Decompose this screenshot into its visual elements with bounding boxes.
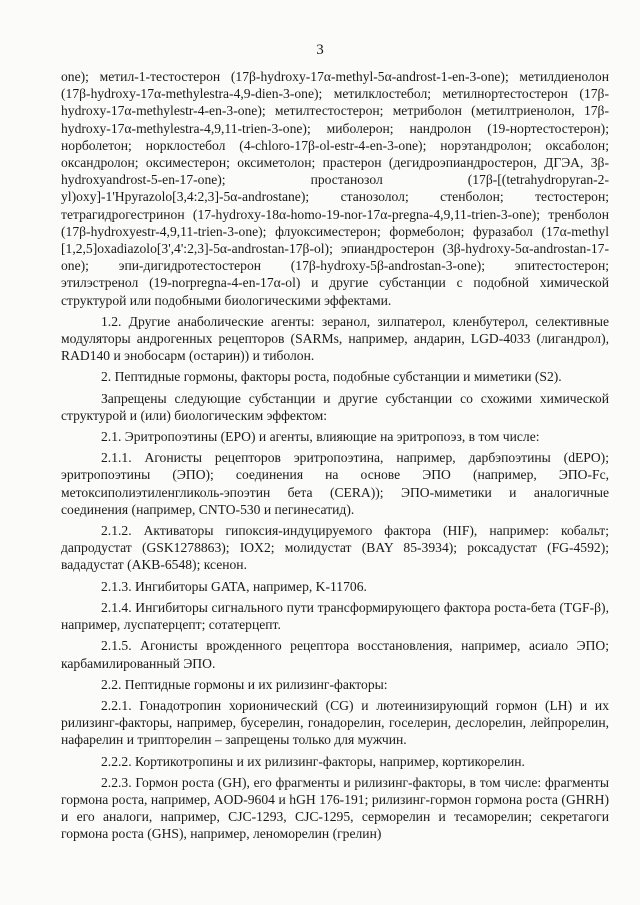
paragraph: 2.1.5. Агонисты врожденного рецептора восстановления, например, асиало ЭПО; карбамилированный ЭПО.: [61, 638, 609, 671]
paragraph: 2.1. Эритропоэтины (ЕРО) и агенты, влияющие на эритропоэз, в том числе:: [101, 429, 540, 445]
paragraph: 2.1.4. Ингибиторы сигнального пути трансформирующего фактора роста-бета (TGF-β), например, луспатерцепт; сотатерцепт.: [61, 599, 609, 633]
paragraph: 2.2.3. Гормон роста (GH), его фрагменты и рилизинг-факторы, в том числе: фрагменты гормона роста, например, AOD-9604 и hGH 176-191; рилизинг-гормон гормона роста (GHRH) и его аналоги, например, CJC-1293, CJC-1295, серморелин и тесаморелин; секретагоги гормона роста (GHS), например, леноморелин (грелин): [61, 774, 609, 842]
document-body: [61, 68, 609, 843]
paragraph: 2.2.2. Кортикотропины и их рилизинг-факторы, например, кортикорелин.: [101, 753, 525, 769]
paragraph: 1.2. Другие анаболические агенты: зеранол, зилпатерол, кленбутерол, селективные модуляторы андрогенных рецепторов (SARMs, например, андарин, LGD-4033 (лигандрол), RAD140 и энобосарм (остарин)) и тиболон.: [61, 313, 609, 364]
paragraph: 2.2. Пептидные гормоны и их рилизинг-факторы:: [101, 676, 388, 692]
page-number: 3: [316, 42, 324, 58]
paragraph: 2.1.1. Агонисты рецепторов эритропоэтина, например, дарбэпоэтины (dEPO); эритропоэтины (ЭПО); соединения на основе ЭПО (например, ЭПО-Fc, метоксиполиэтиленгликоль-эпоэтин бета (CERA)); ЭПО-миметики и аналогичные соединения (например, CNTO-530 и пегинесатид).: [61, 450, 609, 517]
paragraph: 2. Пептидные гормоны, факторы роста, подобные субстанции и миметики (S2).: [101, 369, 562, 385]
paragraph: 2.2.1. Гонадотропин хорионический (CG) и лютеинизирующий гормон (LH) и их рилизинг-факторы, например, бусерелин, гонадорелин, госелерин, деслорелин, лейпрорелин, нафарелин и трипторелин – запрещены только для мужчин.: [61, 697, 609, 748]
paragraph: one); метил-1-тестостерон (17β-hydroxy-17α-methyl-5α-androst-1-en-3-one); метилдиенолон (17β-hydroxy-17α-methylestra-4,9-dien-3-one); метилклостебол; метилнортестостерон (17β-hydroxy-17α-methylestr-4-en-3-one); метилтестостерон; метриболон (метилтриенолон, 17β-hydroxy-17α-methylestra-4,9,11-trien-3-one); миболерон; нандролон (19-нортестостерон); норболетон; норклостебол (4-chloro-17β-ol-estr-4-en-3-one); норэтандролон; оксаболон; оксандролон; оксиместерон; оксиметолон; прастерон (дегидроэпиандростерон, ДГЭА, 3β-hydroxyandrost-5-en-17-one); простанозол (17β-[(tetrahydropyran-2-yl)oxy]-1'Hpyrazolo[3,4:2,3]-5α-androstane); станозолол; стенболон; тестостерон; тетрагидрогестринон (17-hydroxy-18α-homo-19-nor-17α-pregna-4,9,11-trien-3-one); тренболон (17β-hydroxyestr-4,9,11-trien-3-one); флуоксиместерон; формеболон; фуразабол (17α-methyl [1,2,5]oxadiazolo[3',4':2,3]-5α-androstan-17β-ol); эпиандростерон (3β-hydroxy-5α-androstan-17-one); эпи-дигидротестостерон (17β-hydroxy-5β-androstan-3-one); эпитестостерон; этилэстренол (19-norpregna-4-en-17α-ol) и другие субстанции с подобной химической структурой или подобными биологическими эффектами.: [61, 69, 609, 308]
paragraph: Запрещены следующие субстанции и другие субстанции со схожими химической структурой и (или) биологическим эффектом:: [61, 390, 609, 423]
paragraph: 2.1.2. Активаторы гипоксия-индуцируемого фактора (HIF), например: кобальт; дапродустат (GSK1278863); IOX2; молидустат (BAY 85-3934); роксадустат (FG-4592); вададустат (AKB-6548); ксенон.: [61, 523, 609, 573]
paragraph: 2.1.3. Ингибиторы GATA, например, K-11706.: [101, 578, 367, 594]
